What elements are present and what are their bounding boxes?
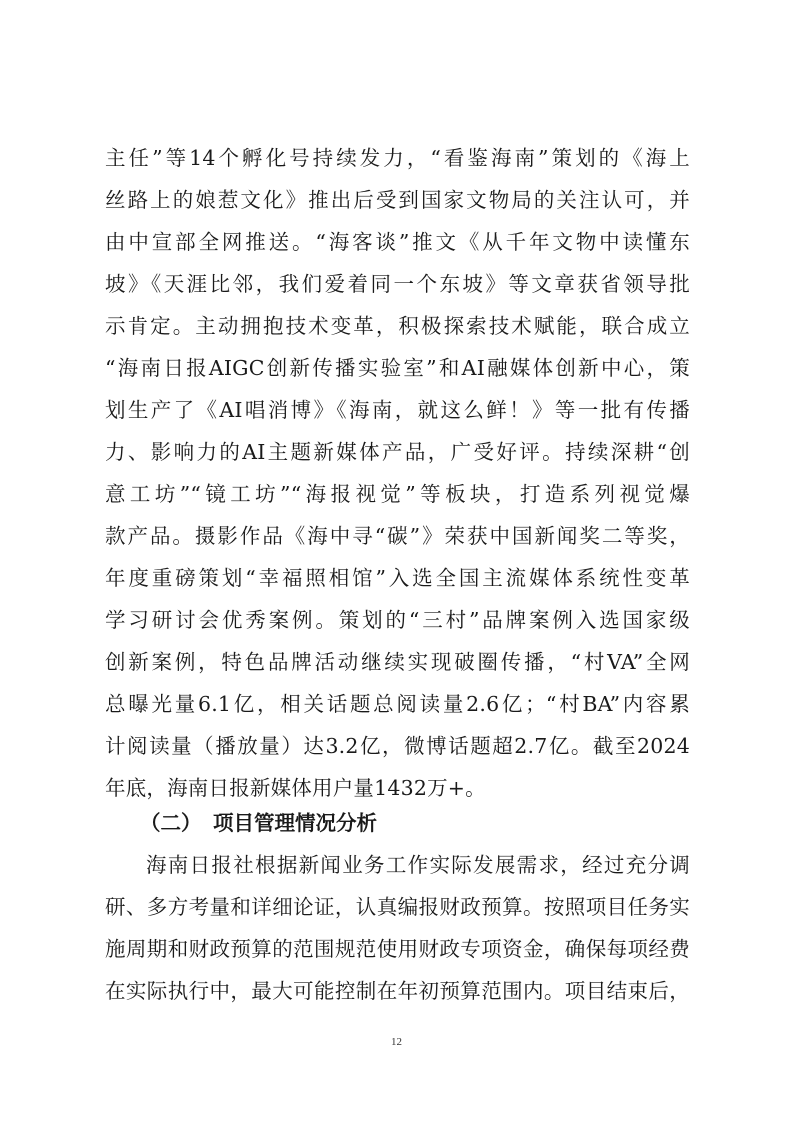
page-number: 12 <box>391 1036 402 1048</box>
text-line: 意工坊”“镜工坊”“海报视觉”等板块，打造系列视觉爆 <box>105 482 690 506</box>
section-title: 项目管理情况分析 <box>213 811 377 835</box>
text-line: 创新案例，特色品牌活动继续实现破圈传播，“村VA”全网 <box>105 650 690 674</box>
text-line: 研、多方考量和详细论证，认真编报财政预算。按照项目任务实 <box>105 895 690 919</box>
section-number: （二） <box>140 811 202 835</box>
text-line: 由中宣部全网推送。“海客谈”推文《从千年文物中读懂东 <box>105 230 690 254</box>
text-line: 力、影响力的AI主题新媒体产品，广受好评。持续深耕“创 <box>105 440 690 464</box>
text-line: 款产品。摄影作品《海中寻“碳”》荣获中国新闻奖二等奖， <box>105 524 690 548</box>
text-line: 坡》《天涯比邻，我们爱着同一个东坡》等文章获省领导批 <box>105 272 690 296</box>
text-line: 主任”等14个孵化号持续发力，“看鉴海南”策划的《海上 <box>105 146 690 170</box>
text-line: 丝路上的娘惹文化》推出后受到国家文物局的关注认可，并 <box>105 188 690 212</box>
text-line: 计阅读量（播放量）达3.2亿，微博话题超2.7亿。截至2024 <box>105 734 690 758</box>
text-line: 年底，海南日报新媒体用户量1432万+。 <box>105 776 486 800</box>
text-line: 学习研讨会优秀案例。策划的“三村”品牌案例入选国家级 <box>105 608 690 632</box>
text-line: 在实际执行中，最大可能控制在年初预算范围内。项目结束后， <box>105 979 690 1003</box>
text-line: 年度重磅策划“幸福照相馆”入选全国主流媒体系统性变革 <box>105 566 690 590</box>
text-line: 海南日报社根据新闻业务工作实际发展需求，经过充分调 <box>146 853 690 877</box>
text-line: “海南日报AIGC创新传播实验室”和AI融媒体创新中心，策 <box>105 356 690 380</box>
section-heading <box>140 803 640 843</box>
text-line: 总曝光量6.1亿，相关话题总阅读量2.6亿；“村BA”内容累 <box>105 692 690 716</box>
text-line: 施周期和财政预算的范围规范使用财政专项资金，确保每项经费 <box>105 937 690 961</box>
text-line: 划生产了《AI唱消博》《海南，就这么鲜！》等一批有传播 <box>105 398 690 422</box>
text-line: 示肯定。主动拥抱技术变革，积极探索技术赋能，联合成立 <box>105 314 690 338</box>
